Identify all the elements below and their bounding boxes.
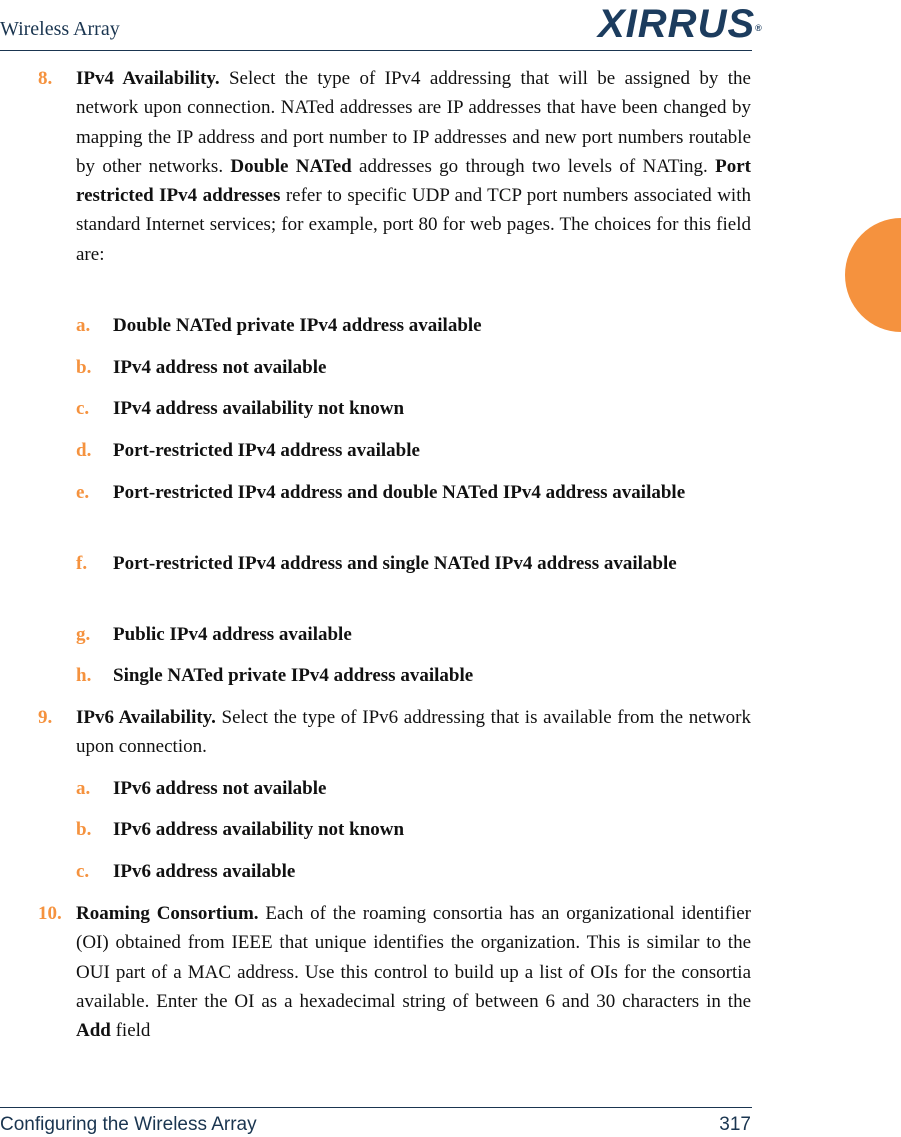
option-text: IPv6 address not available: [113, 778, 327, 799]
option-text: IPv6 address availability not known: [113, 819, 405, 840]
header-rule: [0, 50, 752, 51]
list-number-8: 8.: [38, 68, 53, 89]
term-double-nated: Double NATed: [230, 155, 352, 177]
sub-letter: c.: [76, 398, 90, 419]
sub-letter: f.: [76, 553, 88, 574]
running-header-title: Wireless Array: [0, 18, 120, 40]
paragraph-text: field: [110, 1020, 151, 1042]
paragraph-ipv4-availability: [76, 64, 751, 269]
option-text: Port-restricted IPv4 address and single NATed IPv4 address available: [113, 553, 677, 574]
xirrus-logo: [598, 4, 763, 44]
sub-letter: a.: [76, 778, 91, 799]
sub-letter: e.: [76, 482, 90, 503]
option-text: Double NATed private IPv4 address available: [113, 315, 482, 336]
option-text: Port-restricted IPv4 address available: [113, 440, 420, 461]
paragraph-text: Each of the roaming consortia has an organizational identifier (OI) obtained from IEEE that unique identifies the organization. This is similar to the OUI part of a MAC address. Use this control to build up a list of OIs for the consortia available. Enter the OI as a hexadecimal string of between 6 and 30 characters in the: [76, 903, 751, 1012]
list-number-10: 10.: [38, 903, 62, 924]
logo-wordmark: XIRRUS: [598, 2, 756, 46]
chapter-tab-marker: [845, 218, 901, 332]
term-ipv6-availability: IPv6 Availability.: [76, 707, 216, 728]
paragraph-text: Select the type of IPv6 addressing that is available from the network upon connection.: [76, 707, 751, 758]
sub-letter: g.: [76, 624, 91, 645]
sub-letter: h.: [76, 665, 92, 686]
paragraph-text: refer to specific UDP and TCP port numbers associated with standard Internet services; for example, port 80 for web pages. The choices for this field are:: [76, 185, 751, 265]
option-text: IPv6 address available: [113, 861, 296, 882]
registered-mark: ®: [755, 23, 763, 33]
term-port-restricted: Port restricted IPv4 addresses: [76, 155, 751, 207]
option-text: Port-restricted IPv4 address and double NATed IPv4 address available: [113, 482, 686, 503]
page-number: 317: [719, 1114, 751, 1135]
paragraph-ipv6-availability: [76, 703, 751, 762]
option-text: IPv4 address availability not known: [113, 398, 405, 419]
sub-letter: b.: [76, 357, 92, 378]
footer-section-title: Configuring the Wireless Array: [0, 1114, 257, 1135]
option-text: Public IPv4 address available: [113, 624, 352, 645]
term-add: Add: [76, 1020, 111, 1042]
paragraph-roaming-consortium: [76, 899, 751, 1045]
option-text: Single NATed private IPv4 address available: [113, 665, 474, 686]
footer-rule: [0, 1107, 752, 1108]
paragraph-text: Select the type of IPv4 addressing that will be assigned by the network upon connection. NATed addresses are IP addresses that have been changed by mapping the IP address and port number to IP addresses and new port numbers routable by other networks.: [76, 68, 751, 177]
paragraph-text: addresses go through two levels of NATing.: [351, 155, 716, 177]
sub-letter: d.: [76, 440, 92, 461]
term-roaming-consortium: Roaming Consortium.: [76, 903, 259, 924]
term-ipv4-availability: IPv4 Availability.: [76, 68, 220, 89]
sub-letter: c.: [76, 861, 90, 882]
option-text: IPv4 address not available: [113, 357, 327, 378]
sub-letter: b.: [76, 819, 92, 840]
sub-letter: a.: [76, 315, 91, 336]
list-number-9: 9.: [38, 707, 53, 728]
